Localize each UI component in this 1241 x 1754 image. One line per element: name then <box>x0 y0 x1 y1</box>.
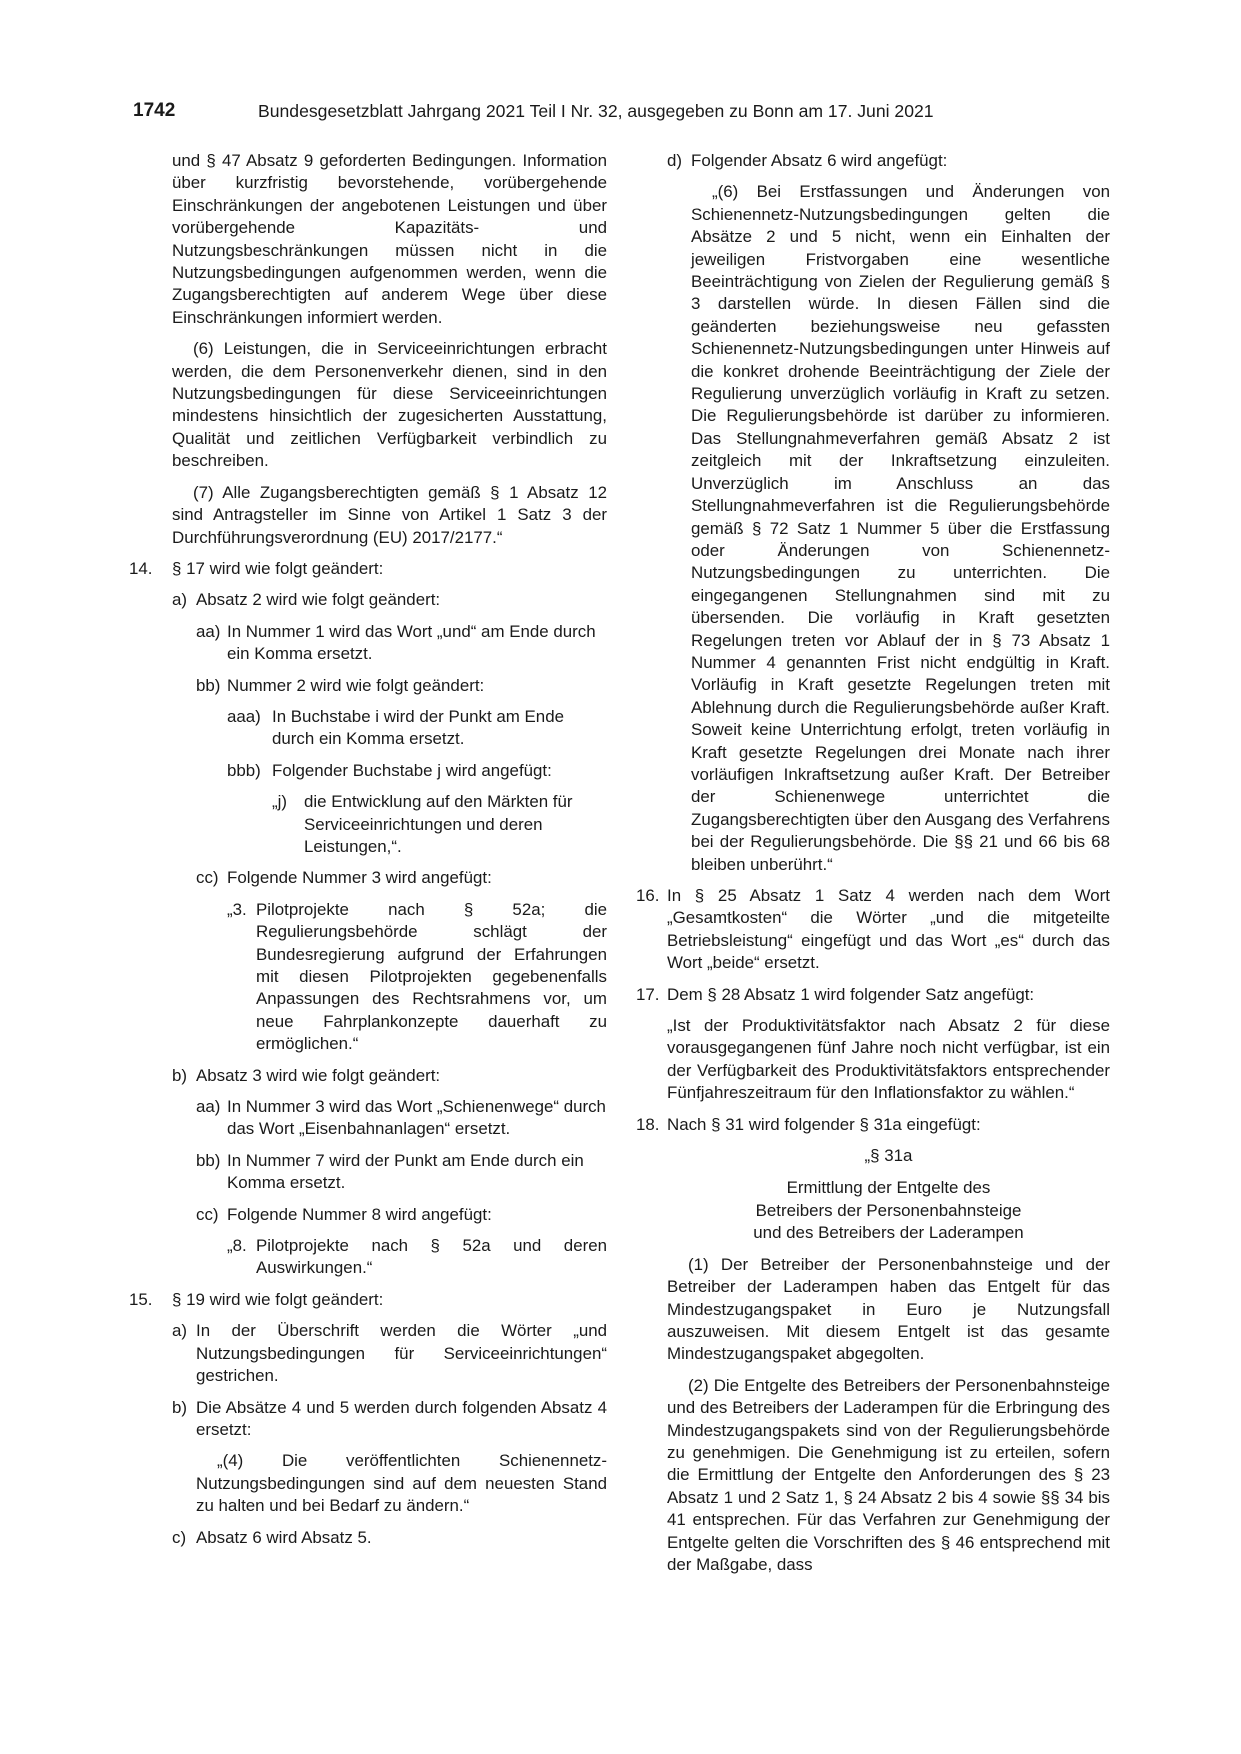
list-item <box>172 1065 607 1087</box>
item-number: aa) <box>196 621 221 641</box>
list-item <box>227 899 607 1056</box>
item-text: Absatz 2 wird wie folgt geändert: <box>196 590 441 610</box>
item-number: 16. <box>636 886 660 905</box>
list-item <box>196 1096 607 1141</box>
list-item <box>172 1320 607 1387</box>
item-number: „j) <box>272 792 288 812</box>
item-text: die Entwicklung auf den Märkten für Serviceeinrichtungen und deren Leistungen,“. <box>304 792 573 856</box>
section-title: und des Betreibers der Laderampen <box>753 1223 1024 1243</box>
item-text: In § 25 Absatz 1 Satz 4 werden nach dem Wort „Gesamtkosten“ die Wörter „und die mitgeteilte Betriebsleistung“ eingefügt und das Wort „es“ durch das Wort „beide“ ersetzt. <box>667 886 1110 973</box>
item-number: 17. <box>636 984 660 1004</box>
quoted-paragraph: „(6) Bei Erstfassungen und Änderungen von Schienennetz-Nutzungsbedingungen gelten die Absätze 2 und 5 nicht, wenn ein Einhalten der jeweiligen Fristvorgaben eine wesentliche Beeinträchtigung von Zielen der Regulierung gemäß § 3 darstellen würde. In diesen Fällen sind die geänderten beziehungsweise neu gefassten Schienennetz-Nutzungsbedingungen unter Hinweis auf die konkret drohende Beeinträchtigung der Ziele der Regulierung unverzüglich vorläufig in Kraft zu setzen. Die Regulierungsbehörde ist darüber zu informieren. Das Stellungnahmeverfahren gemäß Absatz 2 ist zeitgleich mit der Inkraftsetzung einzuleiten. Unverzüglich im Anschluss an das Stellungnahmeverfahren ist die Regulierungsbehörde gemäß § 72 Satz 1 Nummer 5 über die Erstfassung oder Änderungen von Schienennetz-Nutzungsbedingungen zu unterrichten. Die eingegangenen Stellungnahmen sind mit zu übersenden. Die vorläufig in Kraft gesetzten Regelungen treten vor Ablauf der in § 73 Absatz 1 Nummer 4 genannten Frist nicht endgültig in Kraft. Vorläufig in Kraft gesetzte Regelungen treten mit Ablehnung durch die Regulierungsbehörde außer Kraft. Soweit keine Unterrichtung erfolgt, treten vorläufig in Kraft gesetzte Regelungen drei Monate nach ihrer vorläufigen Inkraftsetzung außer Kraft. Der Betreiber der Schienenwege unterrichtet die Zugangsberechtigten über den Ausgang des Verfahrens bei der Regulierungsbehörde. Die §§ 21 und 66 bis 68 bleiben unberührt.“ <box>691 182 1110 874</box>
list-item <box>636 984 1110 1006</box>
item-number: a) <box>172 590 188 610</box>
paragraph: und § 47 Absatz 9 geforderten Bedingungen. Information über kurzfristig bevorstehende, vorübergehende Einschränkungen der angebotenen Leistungen und über vorübergehende Kapazitäts- und Nutzungsbeschränkungen müssen nicht in die Nutzungsbedingungen aufgenommen werden, wenn die Zugangsberechtigten auf anderem Wege über diese Einschränkungen informiert werden. <box>172 151 607 327</box>
section-label: „§ 31a <box>864 1146 913 1166</box>
item-text: In Buchstabe i wird der Punkt am Ende durch ein Komma ersetzt. <box>272 706 564 749</box>
item-number: bb) <box>196 675 221 695</box>
list-item <box>636 1114 1110 1136</box>
list-item <box>196 675 607 697</box>
section-title: Betreibers der Personenbahnsteige <box>755 1200 1022 1220</box>
item-number: 14. <box>129 558 153 578</box>
item-text: Folgende Nummer 3 wird angefügt: <box>227 868 492 888</box>
list-item <box>196 621 607 666</box>
item-text: § 19 wird wie folgt geändert: <box>172 1289 384 1309</box>
item-text: Folgender Buchstabe j wird angefügt: <box>272 760 552 780</box>
item-text: Nach § 31 wird folgender § 31a eingefügt: <box>667 1114 981 1134</box>
paragraph: (1) Der Betreiber der Personenbahnsteige und der Betreiber der Laderampen haben das Entgelt für das Mindestzugangspaket in Euro je Nutzungsfall auszuweisen. Mit diesem Entgelt ist das gesamte Mindestzugangspaket abgegolten. <box>667 1254 1110 1364</box>
item-number: aa) <box>196 1097 221 1117</box>
list-item <box>172 589 607 611</box>
paragraph: (2) Die Entgelte des Betreibers der Personenbahnsteige und des Betreibers der Laderampen für die Erbringung des Mindestzugangspakets sind von der Regulierungsbehörde zu genehmigen. Die Genehmigung ist zu erteilen, sofern die Ermittlung der Entgelte den Anforderungen des § 23 Absatz 1 und 2 Satz 1, § 24 Absatz 2 bis 4 sowie §§ 34 bis 41 entsprechen. Für das Verfahren zur Genehmigung der Entgelte gelten die Vorschriften des § 46 entsprechend mit der Maßgabe, dass <box>667 1375 1110 1574</box>
list-item <box>172 1397 607 1442</box>
item-number: cc) <box>196 1204 219 1224</box>
list-item <box>227 760 607 782</box>
list-item <box>129 558 607 580</box>
item-number: „8. <box>227 1236 247 1256</box>
item-number: aaa) <box>227 706 261 726</box>
right-column <box>636 150 1110 1576</box>
page-number: 1742 <box>133 100 176 121</box>
item-text: Nummer 2 wird wie folgt geändert: <box>227 675 485 695</box>
item-number: cc) <box>196 868 219 888</box>
list-item <box>227 1235 607 1280</box>
list-item <box>172 1527 607 1549</box>
paragraph: (7) Alle Zugangsberechtigten gemäß § 1 Absatz 12 sind Antragsteller im Sinne von Artikel 1 Satz 3 der Durchführungsverordnung (EU) 2017/2177.“ <box>172 482 607 547</box>
paragraph: (6) Leistungen, die in Serviceeinrichtungen erbracht werden, die dem Personenverkehr dienen, sind in den Nutzungsbedingungen für diese Serviceeinrichtungen mindestens hinsichtlich der zugesicherten Ausstattung, Qualität und zeitlichen Verfügbarkeit verbindlich zu beschreiben. <box>172 339 607 471</box>
item-number: 18. <box>636 1114 660 1134</box>
left-column <box>129 150 607 1549</box>
item-number: 15. <box>129 1289 153 1309</box>
item-text: Dem § 28 Absatz 1 wird folgender Satz angefügt: <box>667 984 1035 1004</box>
item-number: b) <box>172 1397 188 1417</box>
list-item <box>196 1204 607 1226</box>
item-text: Absatz 6 wird Absatz 5. <box>196 1527 372 1547</box>
running-title: Bundesgesetzblatt Jahrgang 2021 Teil I Nr. 32, ausgegeben zu Bonn am 17. Juni 2021 <box>258 101 934 121</box>
quoted-paragraph: „(4) Die veröffentlichten Schienennetz-Nutzungsbedingungen sind auf dem neuesten Stand zu halten und bei Bedarf zu ändern.“ <box>196 1451 607 1516</box>
item-text: In Nummer 1 wird das Wort „und“ am Ende durch ein Komma ersetzt. <box>227 621 596 664</box>
section-title: Ermittlung der Entgelte des <box>786 1178 991 1198</box>
item-text: In der Überschrift werden die Wörter „und Nutzungsbedingungen für Serviceeinrichtungen“ gestrichen. <box>196 1321 607 1386</box>
item-number: d) <box>667 151 683 170</box>
list-item <box>667 150 1110 172</box>
item-text: In Nummer 3 wird das Wort „Schienenwege“ durch das Wort „Eisenbahnanlagen“ ersetzt. <box>227 1097 606 1139</box>
item-text: In Nummer 7 wird der Punkt am Ende durch ein Komma ersetzt. <box>227 1150 584 1193</box>
item-text: Absatz 3 wird wie folgt geändert: <box>196 1065 441 1085</box>
list-item <box>196 867 607 889</box>
list-item <box>227 706 607 751</box>
item-text: Pilotprojekte nach § 52a; die Regulierungsbehörde schlägt der Bundesregierung aufgrund der Erfahrungen mit diesen Pilotprojekten gegebenenfalls Anpassungen des Rechtsrahmens vor, um neue Fahrplankonzepte dauerhaft zu ermöglichen.“ <box>256 899 607 1054</box>
item-number: bb) <box>196 1150 221 1170</box>
quoted-paragraph: „Ist der Produktivitätsfaktor nach Absatz 2 für diese vorausgegangenen fünf Jahre noch nicht verfügbar, ist ein der Verfügbarkeit des Produktivitätsfaktors entsprechender Fünfjahreszeitraum für den Inflationsfaktor zu wählen.“ <box>667 1016 1110 1103</box>
item-text: Folgender Absatz 6 wird angefügt: <box>691 151 948 170</box>
item-number: „3. <box>227 899 247 919</box>
item-number: bbb) <box>227 760 261 780</box>
list-item <box>636 885 1110 975</box>
item-text: Folgende Nummer 8 wird angefügt: <box>227 1204 492 1224</box>
list-item <box>129 1289 607 1311</box>
item-number: a) <box>172 1321 188 1341</box>
item-text: Die Absätze 4 und 5 werden durch folgenden Absatz 4 ersetzt: <box>196 1397 607 1439</box>
item-number: c) <box>172 1527 187 1547</box>
item-text: § 17 wird wie folgt geändert: <box>172 558 384 578</box>
list-item <box>272 791 607 858</box>
item-text: Pilotprojekte nach § 52a und deren Auswirkungen.“ <box>256 1236 607 1278</box>
item-number: b) <box>172 1065 188 1085</box>
list-item <box>196 1150 607 1195</box>
